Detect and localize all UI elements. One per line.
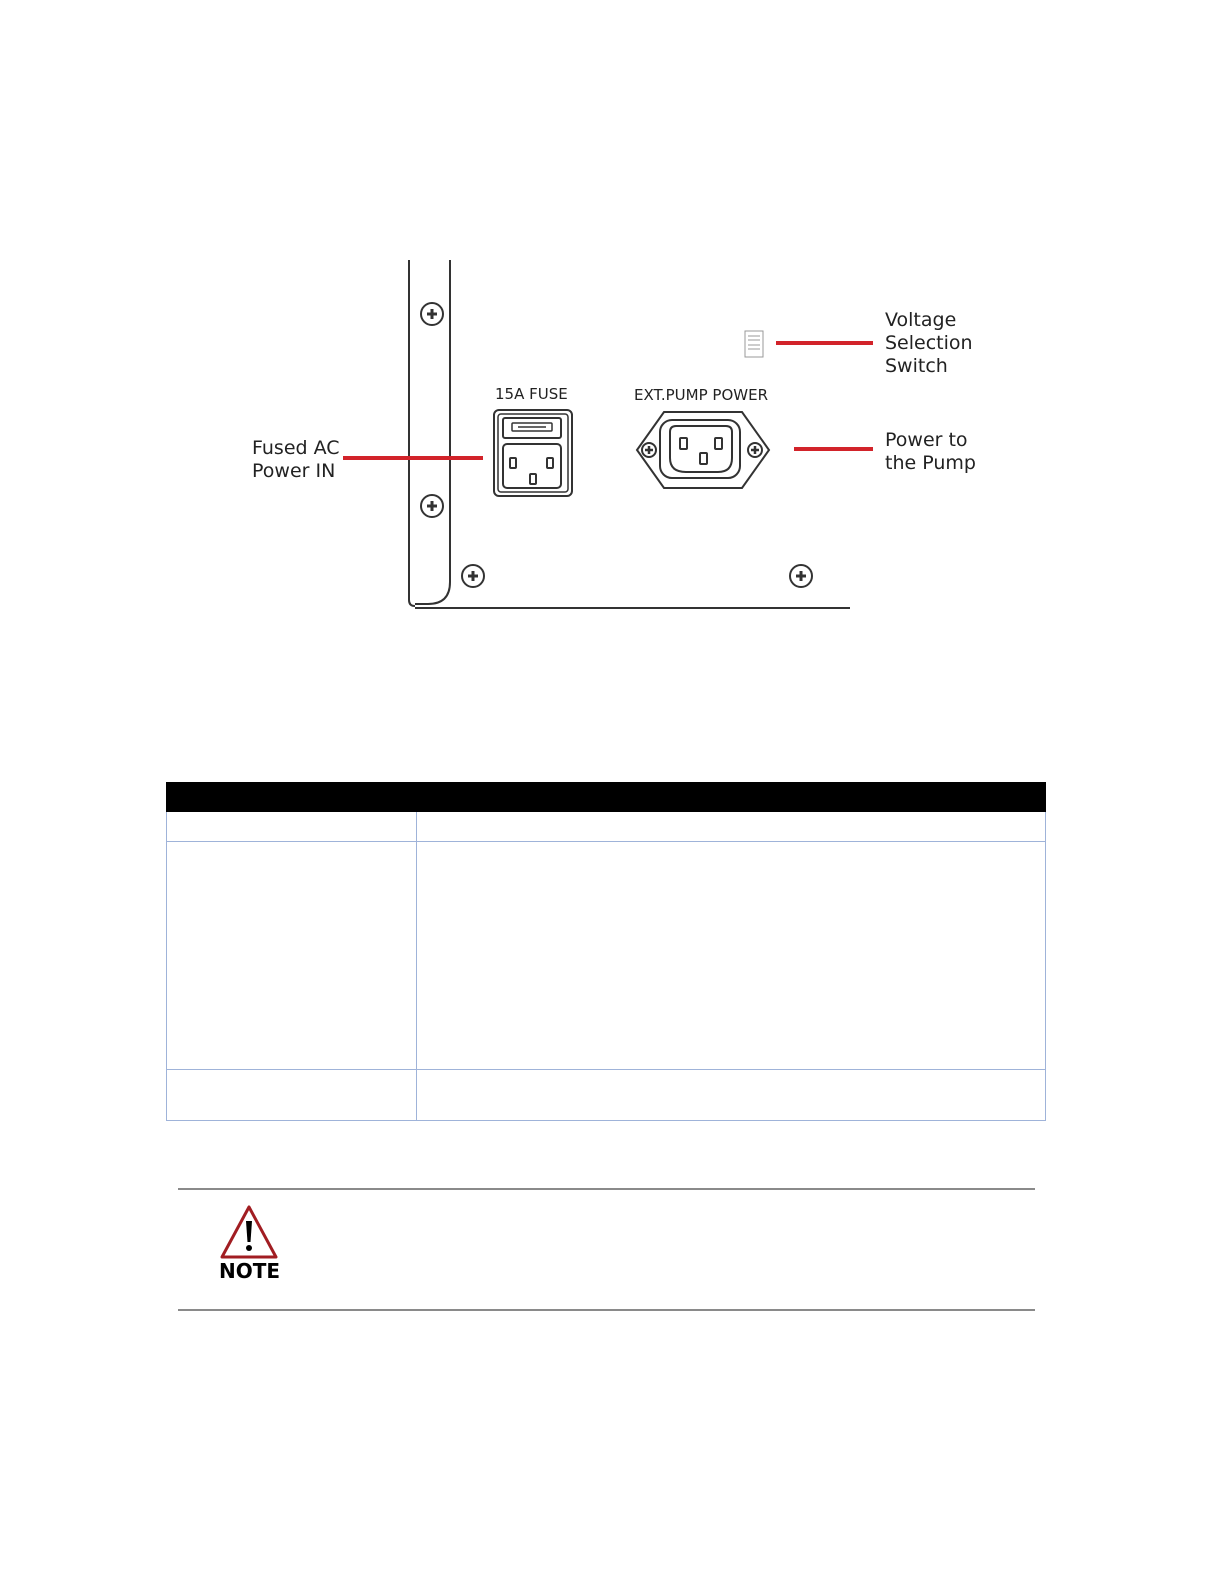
table-cell bbox=[167, 812, 417, 842]
voltage-selection-switch bbox=[745, 331, 763, 357]
table-cell bbox=[417, 1070, 1046, 1121]
label-voltage-line2: Selection bbox=[885, 332, 973, 354]
label-voltage-line1: Voltage bbox=[885, 309, 957, 331]
table-header-row bbox=[167, 783, 1046, 812]
label-ext-pump-power: EXT.PUMP POWER bbox=[634, 386, 769, 404]
table-header-cell bbox=[417, 783, 1046, 812]
rear-panel-diagram bbox=[0, 0, 1224, 700]
table-cell bbox=[167, 842, 417, 1070]
label-fused-ac-line1: Fused AC bbox=[252, 437, 340, 459]
table-row bbox=[167, 842, 1046, 1070]
ext-pump-outlet bbox=[637, 412, 769, 488]
label-voltage-line3: Switch bbox=[885, 355, 948, 377]
table-cell bbox=[417, 812, 1046, 842]
label-15a-fuse: 15A FUSE bbox=[495, 385, 568, 403]
screw-icon bbox=[421, 303, 443, 325]
label-pump-line2: the Pump bbox=[885, 452, 976, 474]
note-top-rule bbox=[178, 1188, 1035, 1190]
callout-lines bbox=[343, 343, 873, 458]
table-header-cell bbox=[167, 783, 417, 812]
screw-icon bbox=[421, 495, 443, 517]
table-row bbox=[167, 812, 1046, 842]
screw-icon bbox=[462, 565, 484, 587]
table-cell bbox=[417, 842, 1046, 1070]
table-cell bbox=[167, 1070, 417, 1121]
fused-ac-inlet bbox=[494, 410, 572, 496]
screw-icon bbox=[790, 565, 812, 587]
spec-table bbox=[166, 782, 1046, 1121]
panel-frame bbox=[409, 260, 850, 608]
note-bottom-rule bbox=[178, 1309, 1035, 1311]
table-row bbox=[167, 1070, 1046, 1121]
warning-triangle-icon bbox=[218, 1204, 280, 1260]
label-fused-ac-line2: Power IN bbox=[252, 460, 336, 482]
note-label: NOTE bbox=[219, 1259, 281, 1283]
label-pump-line1: Power to bbox=[885, 429, 968, 451]
